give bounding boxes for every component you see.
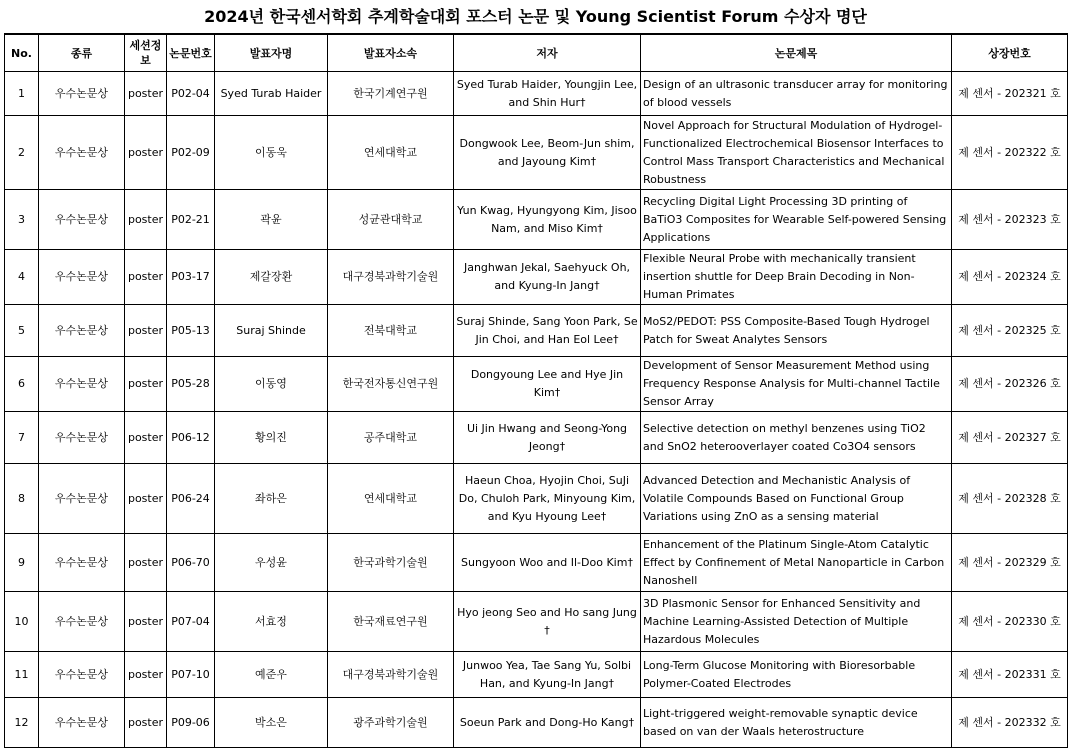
cell-type: 우수논문상 bbox=[39, 116, 125, 190]
table-header-row bbox=[5, 34, 1068, 72]
cell-paper-number: P03-17 bbox=[167, 250, 215, 305]
cell-presenter: Syed Turab Haider bbox=[215, 72, 328, 116]
cell-authors: Janghwan Jekal, Saehyuck Oh, and Kyung-In Jang† bbox=[454, 250, 641, 305]
cell-presenter: 서효정 bbox=[215, 592, 328, 652]
cell-award-number: 제 센서 - 202326 호 bbox=[952, 357, 1068, 412]
table-row bbox=[5, 190, 1068, 250]
cell-session: poster bbox=[125, 652, 167, 698]
cell-award-number: 제 센서 - 202323 호 bbox=[952, 190, 1068, 250]
table-row bbox=[5, 72, 1068, 116]
cell-presenter: 좌하은 bbox=[215, 464, 328, 534]
cell-paper-title: Advanced Detection and Mechanistic Analysis of Volatile Compounds Based on Functional Group Variations using ZnO as a sensing material bbox=[641, 464, 952, 534]
cell-no: 8 bbox=[5, 464, 39, 534]
cell-no: 10 bbox=[5, 592, 39, 652]
cell-paper-title: MoS2/PEDOT: PSS Composite-Based Tough Hydrogel Patch for Sweat Analytes Sensors bbox=[641, 305, 952, 357]
table-row bbox=[5, 357, 1068, 412]
cell-no: 9 bbox=[5, 534, 39, 592]
header-session: 세션정보 bbox=[125, 34, 167, 72]
header-type: 종류 bbox=[39, 34, 125, 72]
cell-paper-number: P05-28 bbox=[167, 357, 215, 412]
cell-affiliation: 전북대학교 bbox=[328, 305, 454, 357]
cell-type: 우수논문상 bbox=[39, 250, 125, 305]
cell-authors: Ui Jin Hwang and Seong-Yong Jeong† bbox=[454, 412, 641, 464]
cell-affiliation: 공주대학교 bbox=[328, 412, 454, 464]
cell-session: poster bbox=[125, 357, 167, 412]
cell-presenter: 이동욱 bbox=[215, 116, 328, 190]
cell-no: 6 bbox=[5, 357, 39, 412]
cell-paper-title: Recycling Digital Light Processing 3D printing of BaTiO3 Composites for Wearable Self-powered Sensing Applications bbox=[641, 190, 952, 250]
cell-session: poster bbox=[125, 250, 167, 305]
cell-authors: Syed Turab Haider, Youngjin Lee, and Shin Hur† bbox=[454, 72, 641, 116]
header-authors: 저자 bbox=[454, 34, 641, 72]
cell-affiliation: 한국기계연구원 bbox=[328, 72, 454, 116]
header-no: No. bbox=[5, 34, 39, 72]
cell-paper-title: 3D Plasmonic Sensor for Enhanced Sensitivity and Machine Learning-Assisted Detection of Multiple Hazardous Molecules bbox=[641, 592, 952, 652]
cell-award-number: 제 센서 - 202322 호 bbox=[952, 116, 1068, 190]
header-award-number: 상장번호 bbox=[952, 34, 1068, 72]
cell-presenter: 제갈장환 bbox=[215, 250, 328, 305]
cell-no: 2 bbox=[5, 116, 39, 190]
cell-authors: Junwoo Yea, Tae Sang Yu, Solbi Han, and Kyung-In Jang† bbox=[454, 652, 641, 698]
cell-type: 우수논문상 bbox=[39, 357, 125, 412]
cell-presenter: 우성윤 bbox=[215, 534, 328, 592]
cell-no: 1 bbox=[5, 72, 39, 116]
cell-affiliation: 대구경북과학기술원 bbox=[328, 250, 454, 305]
header-affiliation: 발표자소속 bbox=[328, 34, 454, 72]
cell-award-number: 제 센서 - 202332 호 bbox=[952, 698, 1068, 748]
cell-affiliation: 대구경북과학기술원 bbox=[328, 652, 454, 698]
table-row bbox=[5, 698, 1068, 748]
table-row bbox=[5, 652, 1068, 698]
cell-paper-number: P02-09 bbox=[167, 116, 215, 190]
cell-affiliation: 광주과학기술원 bbox=[328, 698, 454, 748]
cell-paper-number: P07-04 bbox=[167, 592, 215, 652]
cell-type: 우수논문상 bbox=[39, 592, 125, 652]
table-row bbox=[5, 592, 1068, 652]
table-row bbox=[5, 464, 1068, 534]
cell-paper-number: P06-24 bbox=[167, 464, 215, 534]
cell-session: poster bbox=[125, 116, 167, 190]
cell-session: poster bbox=[125, 305, 167, 357]
cell-authors: Yun Kwag, Hyungyong Kim, Jisoo Nam, and Miso Kim† bbox=[454, 190, 641, 250]
cell-affiliation: 연세대학교 bbox=[328, 116, 454, 190]
header-paper-title: 논문제목 bbox=[641, 34, 952, 72]
cell-affiliation: 성균관대학교 bbox=[328, 190, 454, 250]
table-row bbox=[5, 534, 1068, 592]
cell-award-number: 제 센서 - 202331 호 bbox=[952, 652, 1068, 698]
cell-paper-number: P06-12 bbox=[167, 412, 215, 464]
cell-session: poster bbox=[125, 464, 167, 534]
cell-no: 4 bbox=[5, 250, 39, 305]
cell-presenter: 예준우 bbox=[215, 652, 328, 698]
cell-authors: Dongwook Lee, Beom-Jun shim, and Jayoung Kim† bbox=[454, 116, 641, 190]
awards-table bbox=[4, 33, 1068, 748]
table-row bbox=[5, 412, 1068, 464]
cell-award-number: 제 센서 - 202321 호 bbox=[952, 72, 1068, 116]
cell-paper-number: P02-21 bbox=[167, 190, 215, 250]
cell-paper-title: Development of Sensor Measurement Method using Frequency Response Analysis for Multi-channel Tactile Sensor Array bbox=[641, 357, 952, 412]
cell-no: 3 bbox=[5, 190, 39, 250]
table-row bbox=[5, 305, 1068, 357]
cell-paper-title: Enhancement of the Platinum Single-Atom Catalytic Effect by Confinement of Metal Nanoparticle in Carbon Nanoshell bbox=[641, 534, 952, 592]
cell-affiliation: 연세대학교 bbox=[328, 464, 454, 534]
cell-paper-title: Flexible Neural Probe with mechanically transient insertion shuttle for Deep Brain Decoding in Non-Human Primates bbox=[641, 250, 952, 305]
cell-type: 우수논문상 bbox=[39, 72, 125, 116]
cell-presenter: 황의진 bbox=[215, 412, 328, 464]
cell-affiliation: 한국전자통신연구원 bbox=[328, 357, 454, 412]
cell-session: poster bbox=[125, 72, 167, 116]
cell-type: 우수논문상 bbox=[39, 412, 125, 464]
header-paper-number: 논문번호 bbox=[167, 34, 215, 72]
page-title: 2024년 한국센서학회 추계학술대회 포스터 논문 및 Young Scientist Forum 수상자 명단 bbox=[204, 7, 867, 26]
cell-presenter: 이동영 bbox=[215, 357, 328, 412]
cell-authors: Suraj Shinde, Sang Yoon Park, Se Jin Choi, and Han Eol Lee† bbox=[454, 305, 641, 357]
cell-type: 우수논문상 bbox=[39, 698, 125, 748]
cell-session: poster bbox=[125, 534, 167, 592]
cell-type: 우수논문상 bbox=[39, 534, 125, 592]
cell-award-number: 제 센서 - 202327 호 bbox=[952, 412, 1068, 464]
cell-session: poster bbox=[125, 412, 167, 464]
cell-paper-title: Design of an ultrasonic transducer array for monitoring of blood vessels bbox=[641, 72, 952, 116]
cell-paper-number: P07-10 bbox=[167, 652, 215, 698]
cell-no: 12 bbox=[5, 698, 39, 748]
cell-paper-title: Light-triggered weight-removable synaptic device based on van der Waals heterostructure bbox=[641, 698, 952, 748]
cell-session: poster bbox=[125, 592, 167, 652]
cell-paper-title: Novel Approach for Structural Modulation of Hydrogel-Functionalized Electrochemical Biosensor Interfaces to Control Mass Transport Characteristics and Mechanical Robustness bbox=[641, 116, 952, 190]
cell-no: 11 bbox=[5, 652, 39, 698]
cell-no: 5 bbox=[5, 305, 39, 357]
cell-type: 우수논문상 bbox=[39, 464, 125, 534]
cell-paper-title: Selective detection on methyl benzenes using TiO2 and SnO2 heterooverlayer coated Co3O4 sensors bbox=[641, 412, 952, 464]
cell-authors: Sungyoon Woo and Il-Doo Kim† bbox=[454, 534, 641, 592]
cell-paper-number: P09-06 bbox=[167, 698, 215, 748]
table-row bbox=[5, 250, 1068, 305]
cell-type: 우수논문상 bbox=[39, 305, 125, 357]
cell-paper-number: P05-13 bbox=[167, 305, 215, 357]
cell-affiliation: 한국재료연구원 bbox=[328, 592, 454, 652]
cell-type: 우수논문상 bbox=[39, 652, 125, 698]
header-presenter: 발표자명 bbox=[215, 34, 328, 72]
cell-authors: Soeun Park and Dong-Ho Kang† bbox=[454, 698, 641, 748]
cell-award-number: 제 센서 - 202324 호 bbox=[952, 250, 1068, 305]
cell-affiliation: 한국과학기술원 bbox=[328, 534, 454, 592]
cell-presenter: 곽윤 bbox=[215, 190, 328, 250]
table-row bbox=[5, 116, 1068, 190]
cell-presenter: Suraj Shinde bbox=[215, 305, 328, 357]
cell-authors: Hyo jeong Seo and Ho sang Jung † bbox=[454, 592, 641, 652]
cell-authors: Dongyoung Lee and Hye Jin Kim† bbox=[454, 357, 641, 412]
cell-presenter: 박소은 bbox=[215, 698, 328, 748]
cell-authors: Haeun Choa, Hyojin Choi, SuJi Do, Chuloh Park, Minyoung Kim, and Kyu Hyoung Lee† bbox=[454, 464, 641, 534]
cell-paper-number: P02-04 bbox=[167, 72, 215, 116]
cell-paper-title: Long-Term Glucose Monitoring with Bioresorbable Polymer-Coated Electrodes bbox=[641, 652, 952, 698]
cell-no: 7 bbox=[5, 412, 39, 464]
cell-award-number: 제 센서 - 202330 호 bbox=[952, 592, 1068, 652]
cell-award-number: 제 센서 - 202325 호 bbox=[952, 305, 1068, 357]
cell-type: 우수논문상 bbox=[39, 190, 125, 250]
cell-paper-number: P06-70 bbox=[167, 534, 215, 592]
cell-session: poster bbox=[125, 698, 167, 748]
cell-session: poster bbox=[125, 190, 167, 250]
cell-award-number: 제 센서 - 202329 호 bbox=[952, 534, 1068, 592]
cell-award-number: 제 센서 - 202328 호 bbox=[952, 464, 1068, 534]
